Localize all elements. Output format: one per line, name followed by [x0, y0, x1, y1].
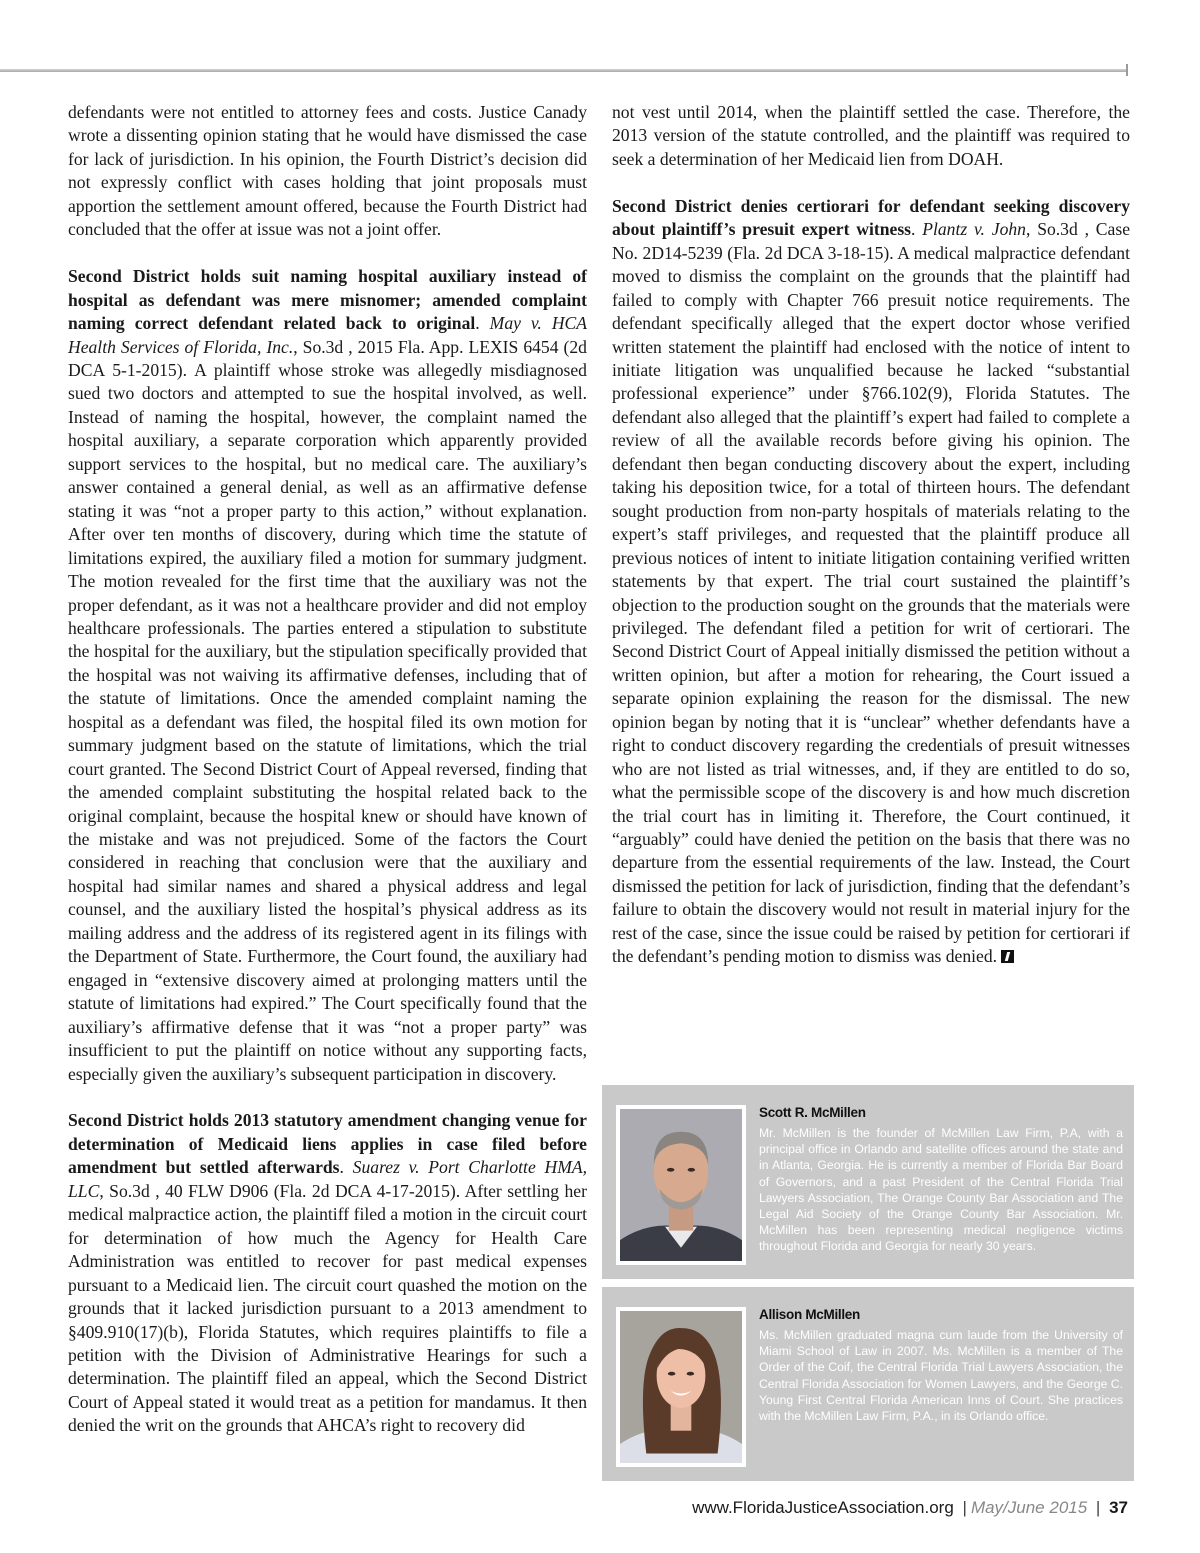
left-column	[68, 101, 587, 1461]
case-citation: , So.3d , 40 FLW D906 (Fla. 2d DCA 4-17-2015).	[99, 1180, 461, 1201]
author-bio-text: Mr. McMillen is the founder of McMillen Law Firm, P.A, with a principal office in Orlando and satellite offices around the state and in Atlanta, Georgia. He is currently a member of Florida Bar Board of Governors, and a past President of the Central Florida Trial Lawyers Association, The Orange County Bar Association and The Legal Aid Society of the Orange County Bar Association. Mr. McMillen has been representing medical negligence victims throughout Florida and Georgia for nearly 30 years.	[759, 1126, 1123, 1254]
paragraph-continued: not vest until 2014, when the plaintiff settled the case. Therefore, the 2013 version of the statute controlled, and the plaintiff was required to seek a determination of her Medicaid lien from DOAH.	[612, 102, 1130, 169]
author-bio-allison	[602, 1287, 1134, 1481]
case-body: A medical malpractice defendant moved to dismiss the complaint on the grounds that the plaintiff had failed to comply with Chapter 766 presuit notice requirements. The defendant specifically alleged that the expert doctor whose verified written statement the plaintiff had enclosed with the notice of intent to initiate litigation was unqualified because he lacked “substantial professional experience” under §766.102(9), Florida Statutes. The defendant also alleged that the plaintiff’s expert had failed to complete a review of all the available records before giving his opinion. The defendant then began conducting discovery about the expert, including taking his deposition twice, for a total of thirteen hours. The defendant sought production from non-party hospitals of materials relating to the expert’s staff privileges, and requested that the plaintiff produce all previous notices of intent to initiate litigation containing verified written statements by that expert. The trial court sustained the plaintiff’s objection to the production sought on the grounds that the materials were privileged. The defendant filed a petition for writ of certiorari. The Second District Court of Appeal initially dismissed the petition without a written opinion, but after a motion for rehearing, the Court issued a separate opinion explaining the reason for the dismissal. The new opinion began by noting that it is “unclear” whether defendants have a right to conduct discovery regarding the credentials of presuit witnesses who are not listed as trial witnesses, and, if they are entitled to do so, what the permissible scope of the discovery is and how much discretion the trial court has in limiting it. Therefore, the Court continued, it “arguably” could have denied the petition on the basis that there was no departure from the essential requirements of the law. Instead, the Court dismissed the petition for lack of jurisdiction, finding that the defendant’s failure to obtain the discovery would not result in material injury for the rest of the case, since the issue could be raised by petition for certiorari if the defendant’s pending motion to dismiss was denied.	[612, 242, 1130, 967]
woman-portrait-icon	[620, 1311, 742, 1463]
case-heading: Second District denies certiorari for defendant seeking discovery about plaintiff’s presuit expert witness	[612, 195, 1130, 240]
footer-url[interactable]: www.FloridaJusticeAssociation.org	[692, 1498, 954, 1517]
footer-issue: May/June 2015	[970, 1498, 1088, 1517]
case-citation-name: Plantz v. John	[922, 219, 1026, 240]
case-citation-name: Suarez v. Port Charlotte HMA, LLC	[68, 1157, 588, 1201]
case-citation: , So.3d , 2015 Fla. App. LEXIS 6454 (2d DCA 5-1-2015).	[68, 336, 587, 380]
case-citation: , So.3d , Case No. 2D14-5239 (Fla. 2d DCA 3-18-15).	[612, 219, 1131, 263]
page-footer	[692, 1498, 1128, 1518]
page-number: 37	[1109, 1498, 1128, 1517]
footer-separator: |	[1095, 1498, 1101, 1517]
author-photo	[616, 1105, 746, 1265]
case-citation-name: May v. HCA Health Services of Florida, Inc.	[68, 313, 588, 357]
author-bio-text: Ms. McMillen graduated magna cum laude from the University of Miami School of Law in 2007. Ms. McMillen is a member of The Order of the Coif, the Central Florida Trial Lawyers Association, the Central Florida Association for Women Lawyers, and the George C. Young First Central Florida American Inns of Court. She practices with the McMillen Law Firm, P.A., in its Orlando office.	[759, 1328, 1123, 1424]
header-rule-cap	[1126, 64, 1128, 76]
author-name: Scott R. McMillen	[759, 1105, 866, 1120]
footer-separator: |	[962, 1498, 967, 1517]
case-heading: Second District holds suit naming hospital auxiliary instead of hospital as defendant was mere misnomer; amended complaint naming correct defendant related back to original	[68, 266, 587, 334]
man-portrait-icon	[620, 1109, 742, 1261]
case-summary-plantz: Second District denies certiorari for defendant seeking discovery about plaintiff’s presuit expert witness. Plantz v. John, So.3d , Case No. 2D14-5239 (Fla. 2d DCA 3-18-15). A medical malpractice defendant moved to dismiss the complaint on the grounds that the plaintiff had failed to comply with Chapter 766 presuit notice requirements. The defendant specifically alleged that the expert doctor whose verified written statement the plaintiff had enclosed with the notice of intent to initiate litigation was unqualified because he lacked “substantial professional experience” under §766.102(9), Florida Statutes. The defendant also alleged that the plaintiff’s expert had failed to complete a review of all the available records before giving his opinion. The defendant then began conducting discovery about the expert, including taking his deposition twice, for a total of thirteen hours. The defendant sought production from non-party hospitals of materials relating to the expert’s staff privileges, and requested that the plaintiff produce all previous notices of intent to initiate litigation containing verified written statements by that expert. The trial court sustained the plaintiff’s objection to the production sought on the grounds that the materials were privileged. The defendant filed a petition for writ of certiorari. The Second District Court of Appeal initially dismissed the petition without a written opinion, but after a motion for rehearing, the Court issued a separate opinion explaining the reason for the dismissal. The new opinion began by noting that it is “unclear” whether defendants have a right to conduct discovery regarding the credentials of presuit witnesses who are not listed as trial witnesses, and, if they are entitled to do so, what the permissible scope of the discovery is and how much discretion the trial court has in limiting it. Therefore, the Court continued, it “arguably” could have denied the petition on the basis that there was no departure from the essential requirements of the law. Instead, the Court dismissed the petition for lack of jurisdiction, finding that the defendant’s failure to obtain the discovery would not result in material injury for the rest of the case, since the issue could be raised by petition for certiorari if the defendant’s pending motion to dismiss was denied.	[612, 195, 1131, 967]
case-summary-suarez: Second District holds 2013 statutory amendment changing venue for determination of Medicaid liens applies in case filed before amendment but settled afterwards. Suarez v. Port Charlotte HMA, LLC, So.3d , 40 FLW D906 (Fla. 2d DCA 4-17-2015). After settling her medical malpractice action, the plaintiff filed a motion in the circuit court for determination of how much the Agency for Health Care Administration was entitled to recover for past medical expenses pursuant to a Medicaid lien. The circuit court quashed the motion on the grounds that it lacked jurisdiction pursuant to a 2013 amendment to §409.910(17)(b), Florida Statutes, which requires plaintiffs to file a petition with the Division of Administrative Hearings for such a determination. The plaintiff filed an appeal, which the Second District Court of Appeal stated it would treat as a petition for mandamus. It then denied the writ on the grounds that AHCA’s right to recovery did	[68, 1110, 588, 1436]
case-body: A plaintiff whose stroke was allegedly misdiagnosed sued two doctors and attempted to sue the hospital involved, as well. Instead of naming the hospital, however, the complaint named the hospital auxiliary, a separate corporation which apparently provided support services to the hospital, but no medical care. The auxiliary’s answer contained a general denial, as well as an affirmative defense stating it was “not a proper party to this action,” without explanation. After over ten months of discovery, during which time the statute of limitations expired, the auxiliary filed a motion for summary judgment. The motion revealed for the first time that the auxiliary was not the proper defendant, as it was not a healthcare provider and did not employ healthcare professionals. The parties entered a stipulation to substitute the hospital for the auxiliary, but the stipulation specifically provided that the hospital was not waiving its affirmative defenses, including that of the statute of limitations. Once the amended complaint naming the hospital as a defendant was filed, the hospital filed its own motion for summary judgment based on the statute of limitations, which the trial court granted. The Second District Court of Appeal reversed, finding that the amended complaint substituting the hospital related back to the original complaint, because the hospital knew or should have known of the mistake and was not prejudiced. Some of the factors the Court considered in reaching that conclusion were that the auxiliary and hospital had similar names and shared a physical address and legal counsel, and the auxiliary listed the hospital’s physical address as its mailing address and the address of its registered agent in its filings with the Department of State. Furthermore, the Court found, the auxiliary had engaged in “extensive discovery aimed at prolonging matters until the statute of limitations had expired.” The Court specifically found that the auxiliary’s affirmative defense that it was “not a proper party” was insufficient to put the plaintiff on notice without any supporting facts, especially given the auxiliary’s subsequent participation in discovery.	[68, 359, 587, 1084]
author-name: Allison McMillen	[759, 1307, 860, 1322]
author-photo	[616, 1307, 746, 1467]
case-heading: Second District holds 2013 statutory amendment changing venue for determination of Medicaid liens applies in case filed before amendment but settled afterwards	[68, 1110, 587, 1178]
right-column	[612, 101, 1130, 992]
case-summary-may-v-hca: Second District holds suit naming hospital auxiliary instead of hospital as defendant was mere misnomer; amended complaint naming correct defendant related back to original. May v. HCA Health Services of Florida, Inc., So.3d , 2015 Fla. App. LEXIS 6454 (2d DCA 5-1-2015). A plaintiff whose stroke was allegedly misdiagnosed sued two doctors and attempted to sue the hospital involved, as well. Instead of naming the hospital, however, the complaint named the hospital auxiliary, a separate corporation which apparently provided support services to the hospital, but no medical care. The auxiliary’s answer contained a general denial, as well as an affirmative defense stating it was “not a proper party to this action,” without explanation. After over ten months of discovery, during which time the statute of limitations expired, the auxiliary filed a motion for summary judgment. The motion revealed for the first time that the auxiliary was not the proper defendant, as it was not a healthcare provider and did not employ healthcare professionals. The parties entered a stipulation to substitute the hospital for the auxiliary, but the stipulation specifically provided that the hospital was not waiving its affirmative defenses, including that of the statute of limitations. Once the amended complaint naming the hospital as a defendant was filed, the hospital filed its own motion for summary judgment based on the statute of limitations, which the trial court granted. The Second District Court of Appeal reversed, finding that the amended complaint substituting the hospital related back to the original complaint, because the hospital knew or should have known of the mistake and was not prejudiced. Some of the factors the Court considered in reaching that conclusion were that the auxiliary and hospital had similar names and shared a physical address and legal counsel, and the auxiliary listed the hospital’s physical address as its mailing address and the address of its registered agent in its filings with the Department of State. Furthermore, the Court found, the auxiliary had engaged in “extensive discovery aimed at prolonging matters until the statute of limitations had expired.” The Court specifically found that the auxiliary’s affirmative defense that it was “not a proper party” was insufficient to put the plaintiff on notice without any supporting facts, especially given the auxiliary’s subsequent participation in discovery.	[68, 266, 588, 1084]
header-rule	[0, 69, 1128, 72]
author-bio-scott	[602, 1085, 1134, 1279]
end-of-article-icon	[1001, 950, 1014, 963]
case-body: After settling her medical malpractice action, the plaintiff filed a motion in the circuit court for determination of how much the Agency for Health Care Administration was entitled to recover for past medical expenses pursuant to a Medicaid lien. The circuit court quashed the motion on the grounds that it lacked jurisdiction pursuant to a 2013 amendment to §409.910(17)(b), Florida Statutes, which requires plaintiffs to file a petition with the Division of Administrative Hearings for such a determination. The plaintiff filed an appeal, which the Second District Court of Appeal stated it would treat as a petition for mandamus. It then denied the writ on the grounds that AHCA’s right to recovery did	[68, 1180, 587, 1436]
paragraph-continued: defendants were not entitled to attorney fees and costs. Justice Canady wrote a dissenting opinion stating that he would have dismissed the case for lack of jurisdiction. In his opinion, the Fourth District’s decision did not expressly conflict with cases holding that joint proposals must apportion the settlement amount offered, because the Fourth District had concluded that the offer at issue was not a joint offer.	[68, 102, 587, 240]
